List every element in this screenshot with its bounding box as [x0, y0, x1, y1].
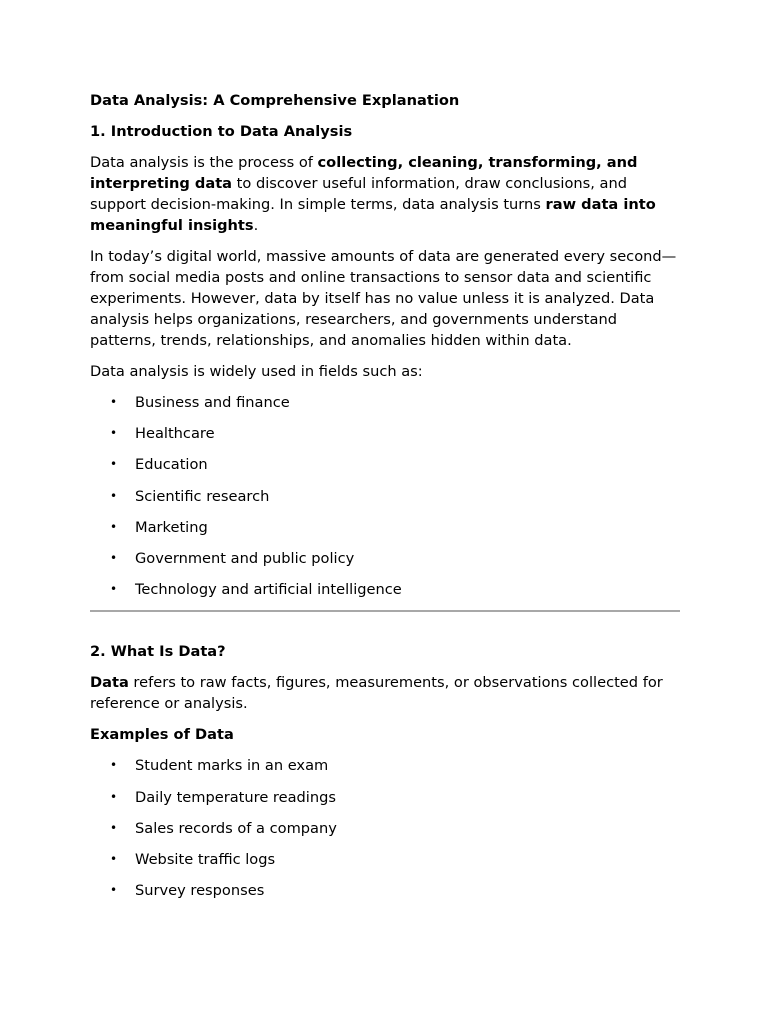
bullet-icon: •: [110, 883, 118, 898]
digital-world-paragraph: In today’s digital world, massive amounts of data are generated every second—from social media posts and online transactions to sensor data and scientific experiments. However, data by itself has no value unless it is analyzed. Data analysis helps organizations, researchers, and governments understand patterns, trends, relationships, and anomalies hidden within data.: [90, 248, 677, 349]
list-item: [90, 579, 680, 600]
list-item: [90, 454, 680, 475]
intro-text-3: .: [253, 217, 259, 234]
fields-intro-paragraph: Data analysis is widely used in fields such as:: [90, 363, 423, 380]
list-item: [90, 787, 680, 808]
bullet-icon: •: [110, 519, 118, 534]
bullet-icon: •: [110, 426, 118, 441]
bullet-icon: •: [110, 582, 118, 597]
intro-bold-1: collecting, cleaning, transforming, and interpreting data: [90, 154, 638, 192]
data-definition-term: Data: [90, 674, 129, 692]
bullet-icon: •: [110, 820, 118, 835]
list-item: [90, 818, 680, 839]
list-item-text: Website traffic logs: [135, 850, 276, 868]
list-item: [90, 755, 680, 776]
list-item-text: Student marks in an exam: [135, 757, 329, 775]
bullet-icon: •: [110, 851, 118, 866]
section-1-heading: 1. Introduction to Data Analysis: [90, 123, 353, 140]
fields-list: [90, 392, 680, 600]
list-item-text: Healthcare: [135, 425, 215, 443]
list-item-text: Government and public policy: [135, 549, 355, 567]
list-item: [90, 548, 680, 569]
list-item-text: Education: [135, 456, 208, 474]
examples-heading: Examples of Data: [90, 726, 234, 744]
list-item-text: Technology and artificial intelligence: [135, 581, 402, 599]
section-2-heading: 2. What Is Data?: [90, 643, 226, 661]
bullet-icon: •: [110, 457, 118, 472]
list-item: [90, 486, 680, 507]
document-page: [90, 90, 680, 911]
list-item-text: Marketing: [135, 518, 208, 536]
list-item-text: Survey responses: [135, 882, 265, 900]
list-item: [90, 880, 680, 901]
list-item: [90, 392, 680, 413]
bullet-icon: •: [110, 758, 118, 773]
list-item: [90, 849, 680, 870]
list-item-text: Sales records of a company: [135, 819, 337, 837]
intro-text-1: Data analysis is the process of: [90, 154, 318, 171]
bullet-icon: •: [110, 395, 118, 409]
bullet-icon: •: [110, 789, 118, 804]
intro-bold-2: raw data into meaningful insights: [90, 196, 656, 234]
bullet-icon: •: [110, 488, 118, 503]
bullet-icon: •: [110, 550, 118, 565]
list-item-text: Business and finance: [135, 394, 290, 411]
list-item-text: Daily temperature readings: [135, 788, 336, 806]
section-divider: [90, 610, 680, 612]
list-item: [90, 517, 680, 538]
examples-list: [90, 755, 680, 901]
data-definition-text: refers to raw facts, figures, measurements, or observations collected for reference or analysis.: [90, 674, 663, 713]
intro-paragraph: [90, 152, 680, 236]
data-definition-paragraph: [90, 672, 680, 714]
list-item: [90, 423, 680, 444]
list-item-text: Scientific research: [135, 487, 270, 505]
document-title: Data Analysis: A Comprehensive Explanation: [90, 92, 460, 109]
intro-text-2: to discover useful information, draw conclusions, and support decision-making. In simple terms, data analysis turns: [90, 175, 627, 213]
